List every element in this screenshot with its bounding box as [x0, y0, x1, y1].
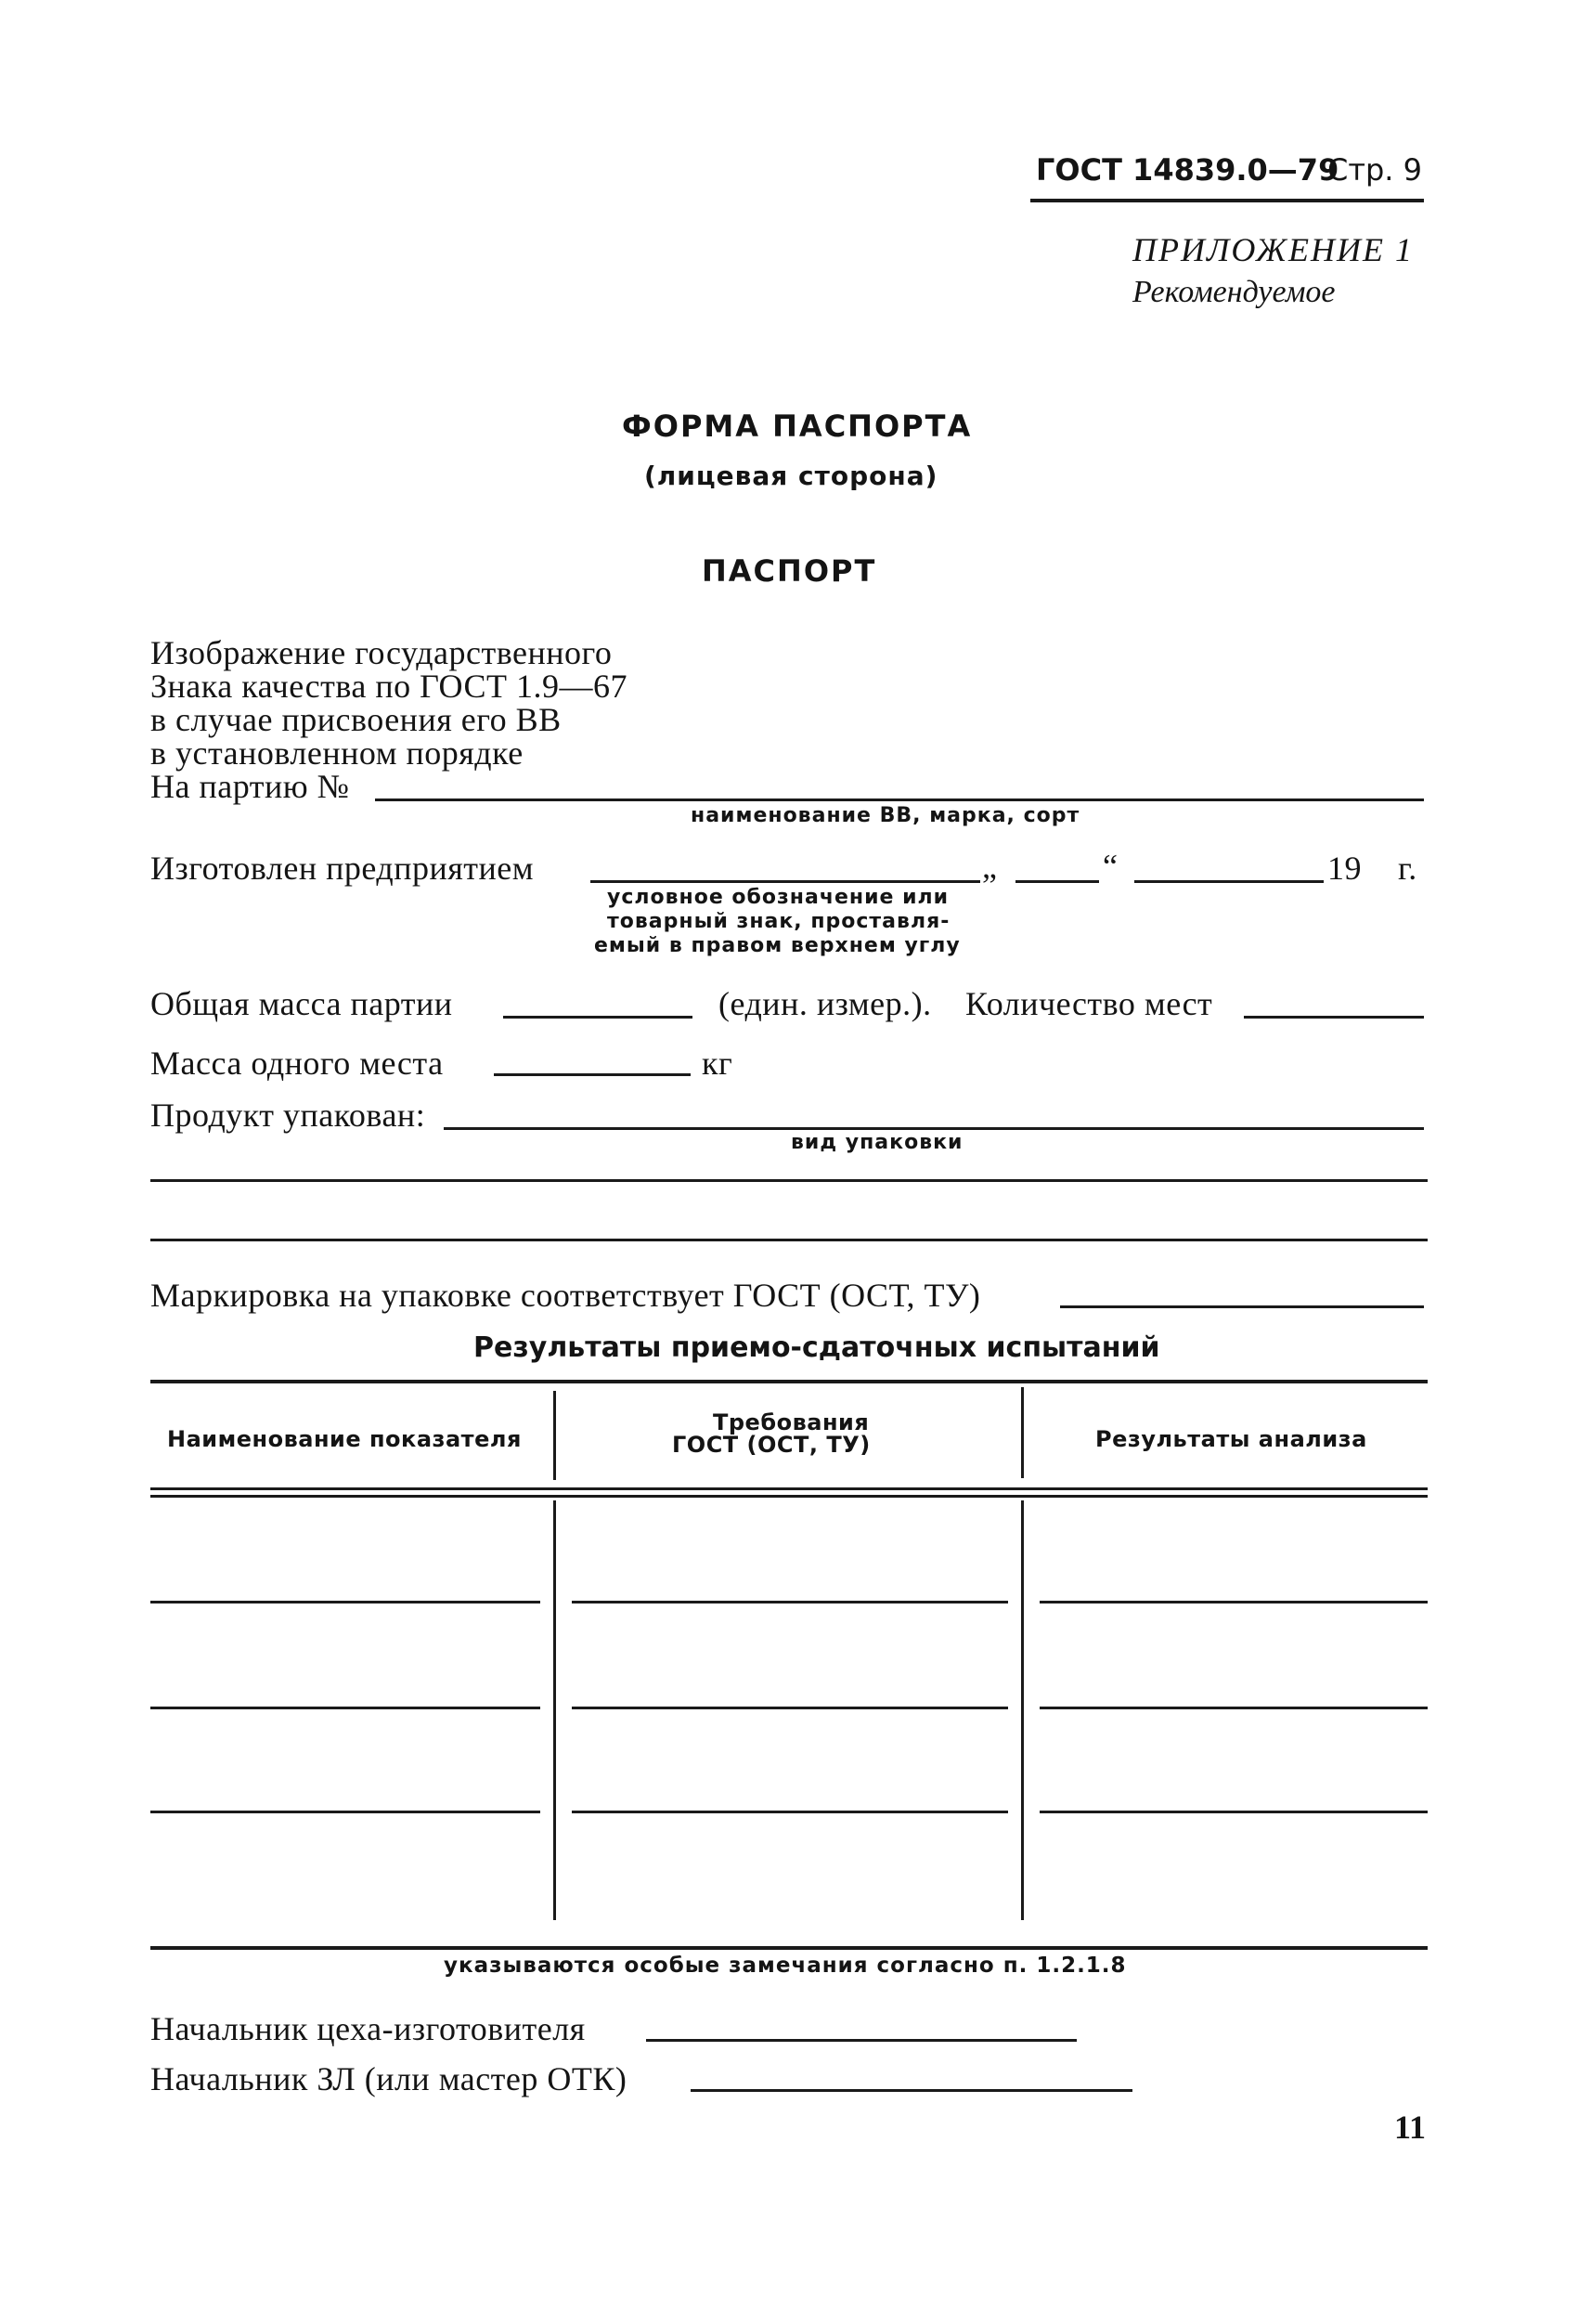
places-label: Количество мест — [965, 985, 1213, 1022]
results-title: Результаты приемо-сдаточных испытаний — [473, 1331, 1160, 1364]
batch-label: На партию № — [150, 768, 350, 805]
table-top-rule — [150, 1380, 1428, 1383]
table-row-2-cell-2[interactable] — [572, 1707, 1008, 1709]
body-divider-2 — [1021, 1500, 1024, 1920]
packed-hint: вид упаковки — [791, 1131, 964, 1154]
header-bottom-rule-1 — [150, 1487, 1428, 1490]
packed-extra-line-1[interactable] — [150, 1179, 1428, 1182]
header-bottom-rule-2 — [150, 1495, 1428, 1498]
place-mass-line[interactable] — [494, 1073, 691, 1076]
total-mass-label: Общая масса партии — [150, 985, 453, 1022]
table-row-3-cell-1[interactable] — [150, 1811, 540, 1813]
standard-number: ГОСТ 14839.0—79 — [1036, 152, 1339, 188]
header-rule — [1030, 199, 1424, 202]
side-subtitle: (лицевая сторона) — [644, 461, 938, 491]
packed-line[interactable] — [444, 1127, 1424, 1130]
table-row-1-cell-1[interactable] — [150, 1601, 540, 1603]
place-mass-unit: кг — [702, 1045, 733, 1082]
quality-mark-line-4: в установленном порядке — [150, 734, 524, 772]
passport-title: ПАСПОРТ — [702, 553, 877, 589]
packed-label: Продукт упакован: — [150, 1097, 426, 1134]
year-suffix: г. — [1398, 850, 1417, 887]
form-title: ФОРМА ПАСПОРТА — [622, 409, 973, 444]
made-by-hint-3: емый в правом верхнем углу — [594, 934, 961, 957]
recommended-label: Рекомендуемое — [1132, 275, 1336, 309]
lab-head-line[interactable] — [691, 2089, 1132, 2092]
column-header-results: Результаты анализа — [1095, 1426, 1367, 1452]
lab-head-label: Начальник ЗЛ (или мастер ОТК) — [150, 2060, 627, 2097]
table-row-1-cell-2[interactable] — [572, 1601, 1008, 1603]
column-header-req-2: ГОСТ (ОСТ, ТУ) — [672, 1432, 871, 1458]
header-divider-2 — [1021, 1387, 1024, 1478]
header-divider-1 — [553, 1391, 556, 1480]
column-header-req-1: Требования — [713, 1409, 870, 1435]
table-row-2-cell-3[interactable] — [1040, 1707, 1428, 1709]
quality-mark-line-1: Изображение государственного — [150, 634, 613, 671]
shop-head-line[interactable] — [646, 2039, 1077, 2042]
total-mass-line[interactable] — [503, 1016, 692, 1019]
made-by-hint-1: условное обозначение или — [607, 886, 950, 909]
total-mass-unit: (един. измер.). — [718, 985, 932, 1022]
batch-line[interactable] — [375, 798, 1424, 801]
date-month-line[interactable] — [1134, 880, 1324, 883]
made-by-line[interactable] — [590, 880, 980, 883]
quality-mark-line-2: Знака качества по ГОСТ 1.9—67 — [150, 668, 627, 705]
table-row-3-cell-3[interactable] — [1040, 1811, 1428, 1813]
date-day-line[interactable] — [1015, 880, 1099, 883]
special-notes-hint: указываются особые замечания согласно п. 1.2.1.8 — [444, 1954, 1127, 1978]
column-header-name: Наименование показателя — [167, 1426, 522, 1452]
made-by-hint-2: товарный знак, проставля- — [607, 910, 951, 933]
page-label: Стр. 9 — [1327, 152, 1422, 188]
page-number: 11 — [1394, 2109, 1427, 2146]
table-bottom-rule — [150, 1946, 1428, 1950]
batch-hint: наименование ВВ, марка, сорт — [691, 804, 1080, 827]
appendix-label: ПРИЛОЖЕНИЕ 1 — [1132, 231, 1414, 268]
place-mass-label: Масса одного места — [150, 1045, 444, 1082]
marking-line[interactable] — [1060, 1305, 1424, 1308]
table-row-3-cell-2[interactable] — [572, 1811, 1008, 1813]
quality-mark-line-3: в случае присвоения его ВВ — [150, 701, 562, 738]
year-prefix: 19 — [1327, 850, 1362, 887]
made-by-label: Изготовлен предприятием — [150, 850, 535, 887]
table-row-1-cell-3[interactable] — [1040, 1601, 1428, 1603]
packed-extra-line-2[interactable] — [150, 1239, 1428, 1241]
date-quote-open: „ — [982, 848, 998, 885]
places-line[interactable] — [1244, 1016, 1424, 1019]
shop-head-label: Начальник цеха-изготовителя — [150, 2010, 586, 2047]
marking-label: Маркировка на упаковке соответствует ГОСТ (ОСТ, ТУ) — [150, 1277, 981, 1314]
table-row-2-cell-1[interactable] — [150, 1707, 540, 1709]
date-quote-close: “ — [1103, 848, 1119, 885]
body-divider-1 — [553, 1500, 556, 1920]
